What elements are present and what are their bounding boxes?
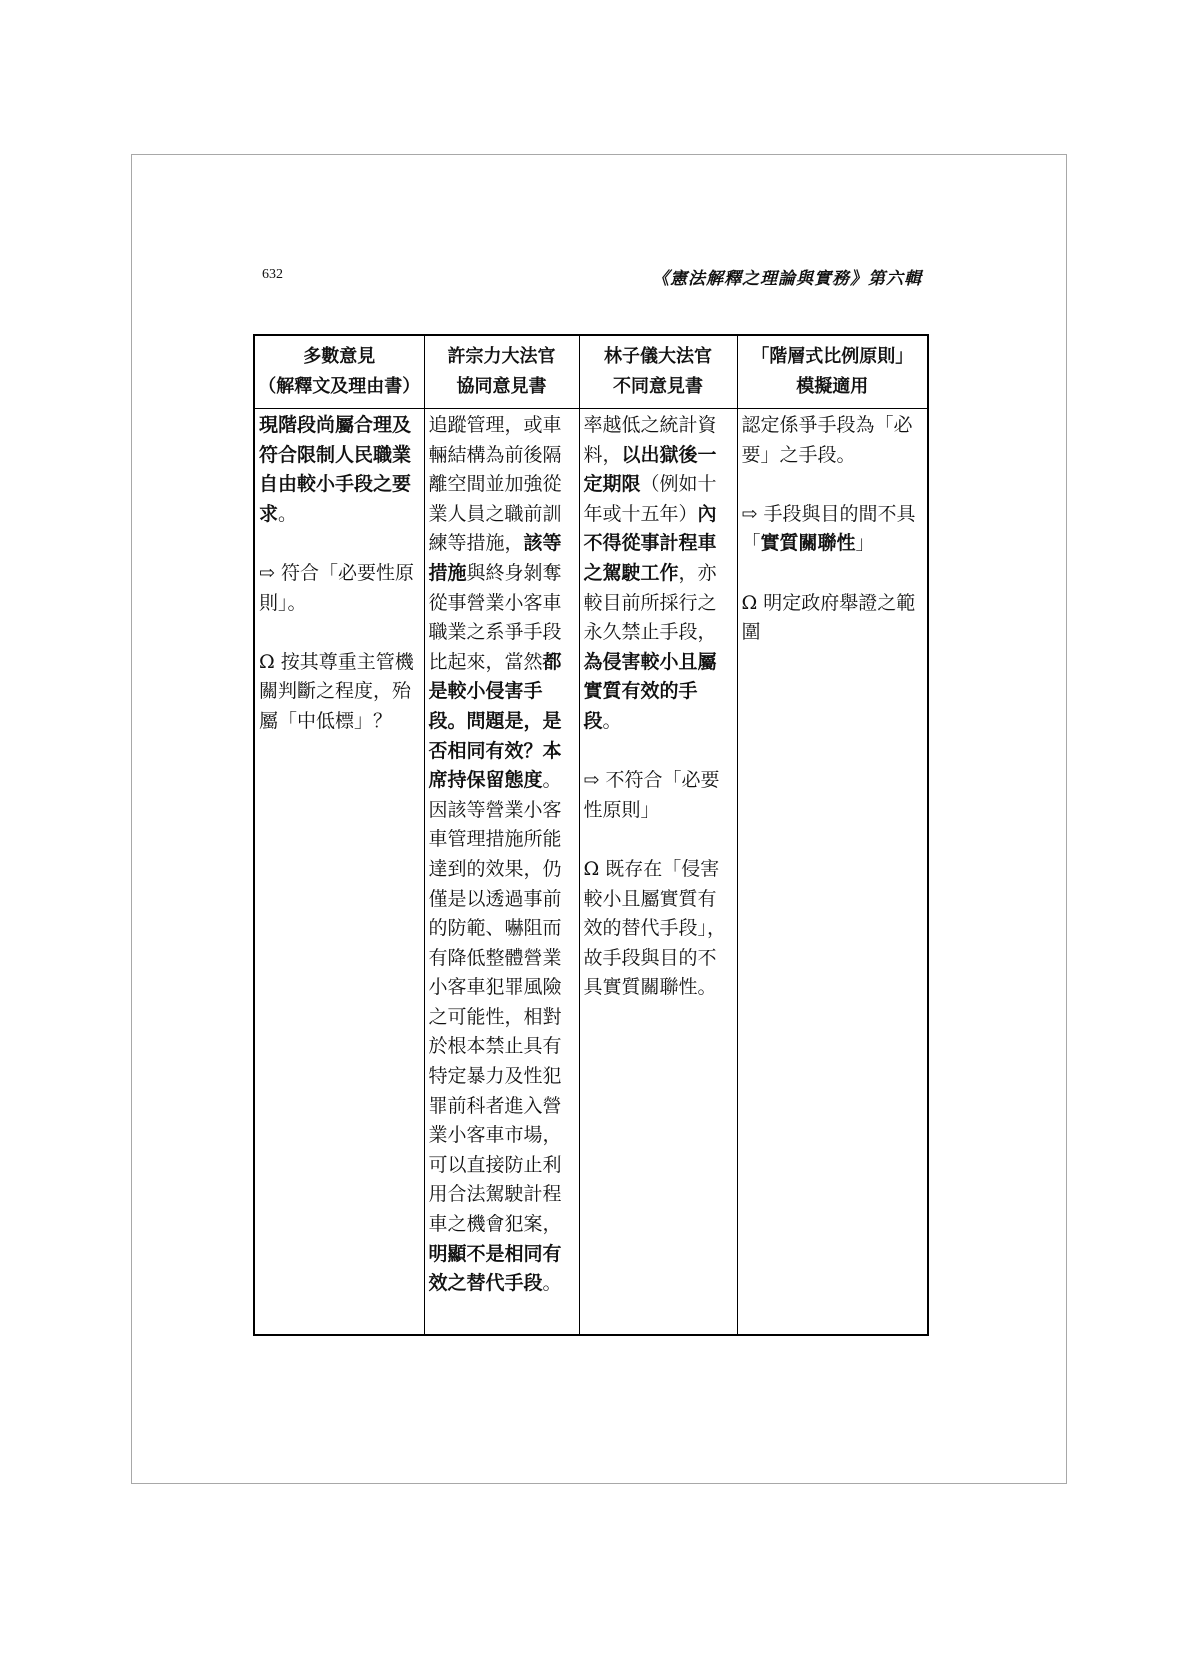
column-header-majority [254,335,424,409]
running-title: 《憲法解釋之理論與實務》第六輯 [652,269,922,289]
bold-text: 該等措施 [428,532,562,584]
paragraph: Ω 既存在「侵害較小且屬實質有效的替代手段」，故手段與目的不具實質關聯性。 [583,857,727,999]
paragraph [742,500,925,559]
table-header-row [254,335,928,409]
bold-text: 現階段尚屬合理及符合限制人民職業自由較小手段之要求 [259,414,412,525]
column-header-line: 許宗力大法官 [447,346,556,367]
text: 。因該等營業小客車管理措施所能達到的效果，仍僅是以透過事前的防範、嚇阻而有降低整體營業小客車犯罪風險之可能性，相對於根本禁止具有特定暴力及性犯罪前科者進入營業小客車市場，可以直接防止利用合法駕駛計程車之機會犯案， [428,769,562,1236]
column-header-proportionality [737,335,928,409]
bold-text: 以出獄後一定期限 [583,443,717,496]
page-number: 632 [262,267,283,282]
paragraph: Ω 明定政府舉證之範圍 [741,591,916,644]
bold-text: 明顯不是相同有效之替代手段 [428,1242,562,1295]
paragraph: ⇨ 符合「必要性原則」。 [259,561,414,614]
comparison-table [253,334,929,1336]
cell-hsu [424,409,579,1336]
cell-lin [579,409,737,1336]
bold-text: 為侵害較小且屬實質有效的手段 [583,650,717,732]
text: （例如十年或十五年） [583,473,717,525]
bold-text: 都是較小侵害手段。問題是，是否相同有效？本席持保留態度 [428,650,562,792]
text: 。 [278,502,298,525]
text: 」 [855,532,875,555]
text: 。 [542,1272,562,1295]
column-header-line: 林子儀大法官 [604,346,712,367]
column-header-line: 模擬適用 [796,376,869,397]
paragraph [584,411,734,737]
bold-text: 實質關聯性 [760,532,856,555]
column-header-line: （解釋文及理由書） [258,376,421,397]
column-header-line: 協同意見書 [456,376,547,397]
column-header-lin [579,335,737,409]
text: ，亦較目前所採行之永久禁止手段， [583,561,717,644]
text: ⇨ 手段與目的間不具「 [741,502,916,555]
paragraph [259,411,421,529]
table-body-row [254,409,928,1336]
cell-proportionality [737,409,928,1336]
column-header-line: 不同意見書 [613,376,703,397]
text: 率越低之統計資料， [583,414,717,466]
paragraph: ⇨ 不符合「必要性原則」 [583,769,720,821]
text: 。 [602,709,622,732]
column-header-line: 多數意見 [303,346,376,367]
cell-majority [254,409,424,1336]
text: 與終身剝奪從事營業小客車職業之系爭手段比起來，當然 [428,561,562,673]
text: 追蹤管理，或車輛結構為前後隔離空間並加強從業人員之職前訓練等措施， [428,414,562,555]
column-header-hsu [424,335,579,409]
column-header-line: 「階層式比例原則」 [751,346,914,367]
paragraph [429,411,576,1299]
paragraph: 認定係爭手段為「必要」之手段。 [741,414,913,466]
bold-text: 內不得從事計程車之駕駛工作 [583,502,717,584]
paragraph: Ω 按其尊重主管機關判斷之程度，殆屬「中低標」？ [259,650,414,732]
